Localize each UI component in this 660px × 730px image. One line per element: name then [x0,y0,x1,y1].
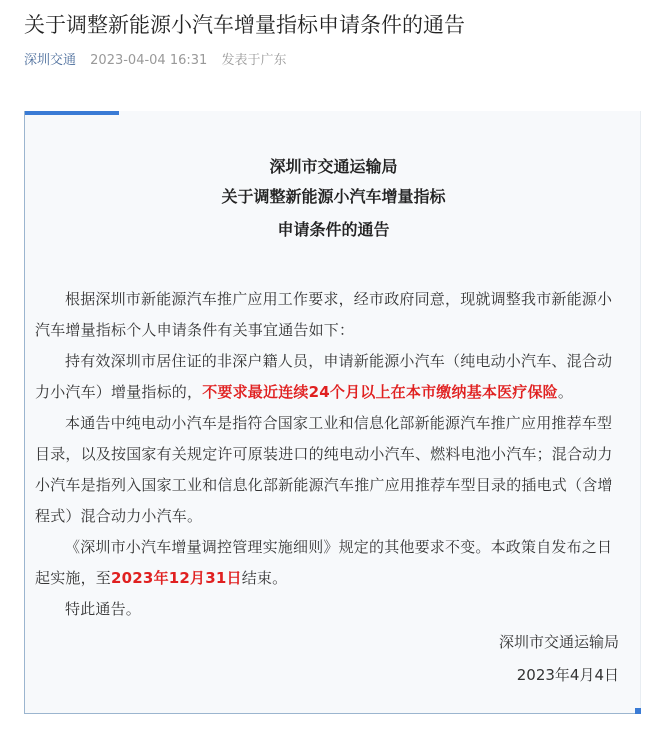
paragraph-5: 特此通告。 [65,600,142,618]
notice-issuer: 深圳市交通运输局 [269,157,398,176]
paragraph-3: 本通告中纯电动小汽车是指符合国家工业和信息化部新能源汽车推广应用推荐车型目录，以及按国家有关规定许可原装进口的纯电动小汽车、燃料电池小汽车；混合动力小汽车是指列入国家工业和信息化部新能源汽车推广应用推荐车型目录的插电式（含增程式）混合动力小汽车。 [35,414,613,525]
paragraph-2-text: 持有效深圳市居住证的非深户籍人员，申请新能源小汽车（纯电动小汽车、混合动力小汽车）增量指标的， [35,352,613,401]
paragraph-2-end: 。 [557,383,574,401]
source-link[interactable]: 深圳交通 [24,53,77,68]
paragraph-4 [35,532,623,594]
publish-time: 2023-04-04 16:31 [90,53,208,68]
card-accent-bar [25,111,119,115]
card-corner-mark [635,708,641,714]
paragraph-2 [35,346,623,408]
notice-title-line1: 关于调整新能源小汽车增量指标 [221,187,446,206]
paragraph-4-text: 《深圳市小汽车增量调控管理实施细则》规定的其他要求不变。本政策自发布之日起实施，至 [35,538,613,587]
signature-date: 2023年4月4日 [516,666,619,684]
publish-location: 发表于广东 [221,53,287,68]
signature: 深圳市交通运输局 [498,633,619,651]
notice-card [24,111,641,714]
paragraph-4-end: 结束。 [241,569,288,587]
notice-title-line2: 申请条件的通告 [277,220,390,239]
notice-body [35,284,623,625]
article-title: 关于调整新能源小汽车增量指标申请条件的通告 [24,13,465,37]
highlight-end-date: 2023年12月31日 [111,569,242,587]
article-meta [24,51,644,71]
highlight-requirement: 不要求最近连续24个月以上在本市缴纳基本医疗保险 [202,383,558,401]
paragraph-1: 根据深圳市新能源汽车推广应用工作要求，经市政府同意，现就调整我市新能源小汽车增量指标个人申请条件有关事宜通告如下： [35,290,613,339]
